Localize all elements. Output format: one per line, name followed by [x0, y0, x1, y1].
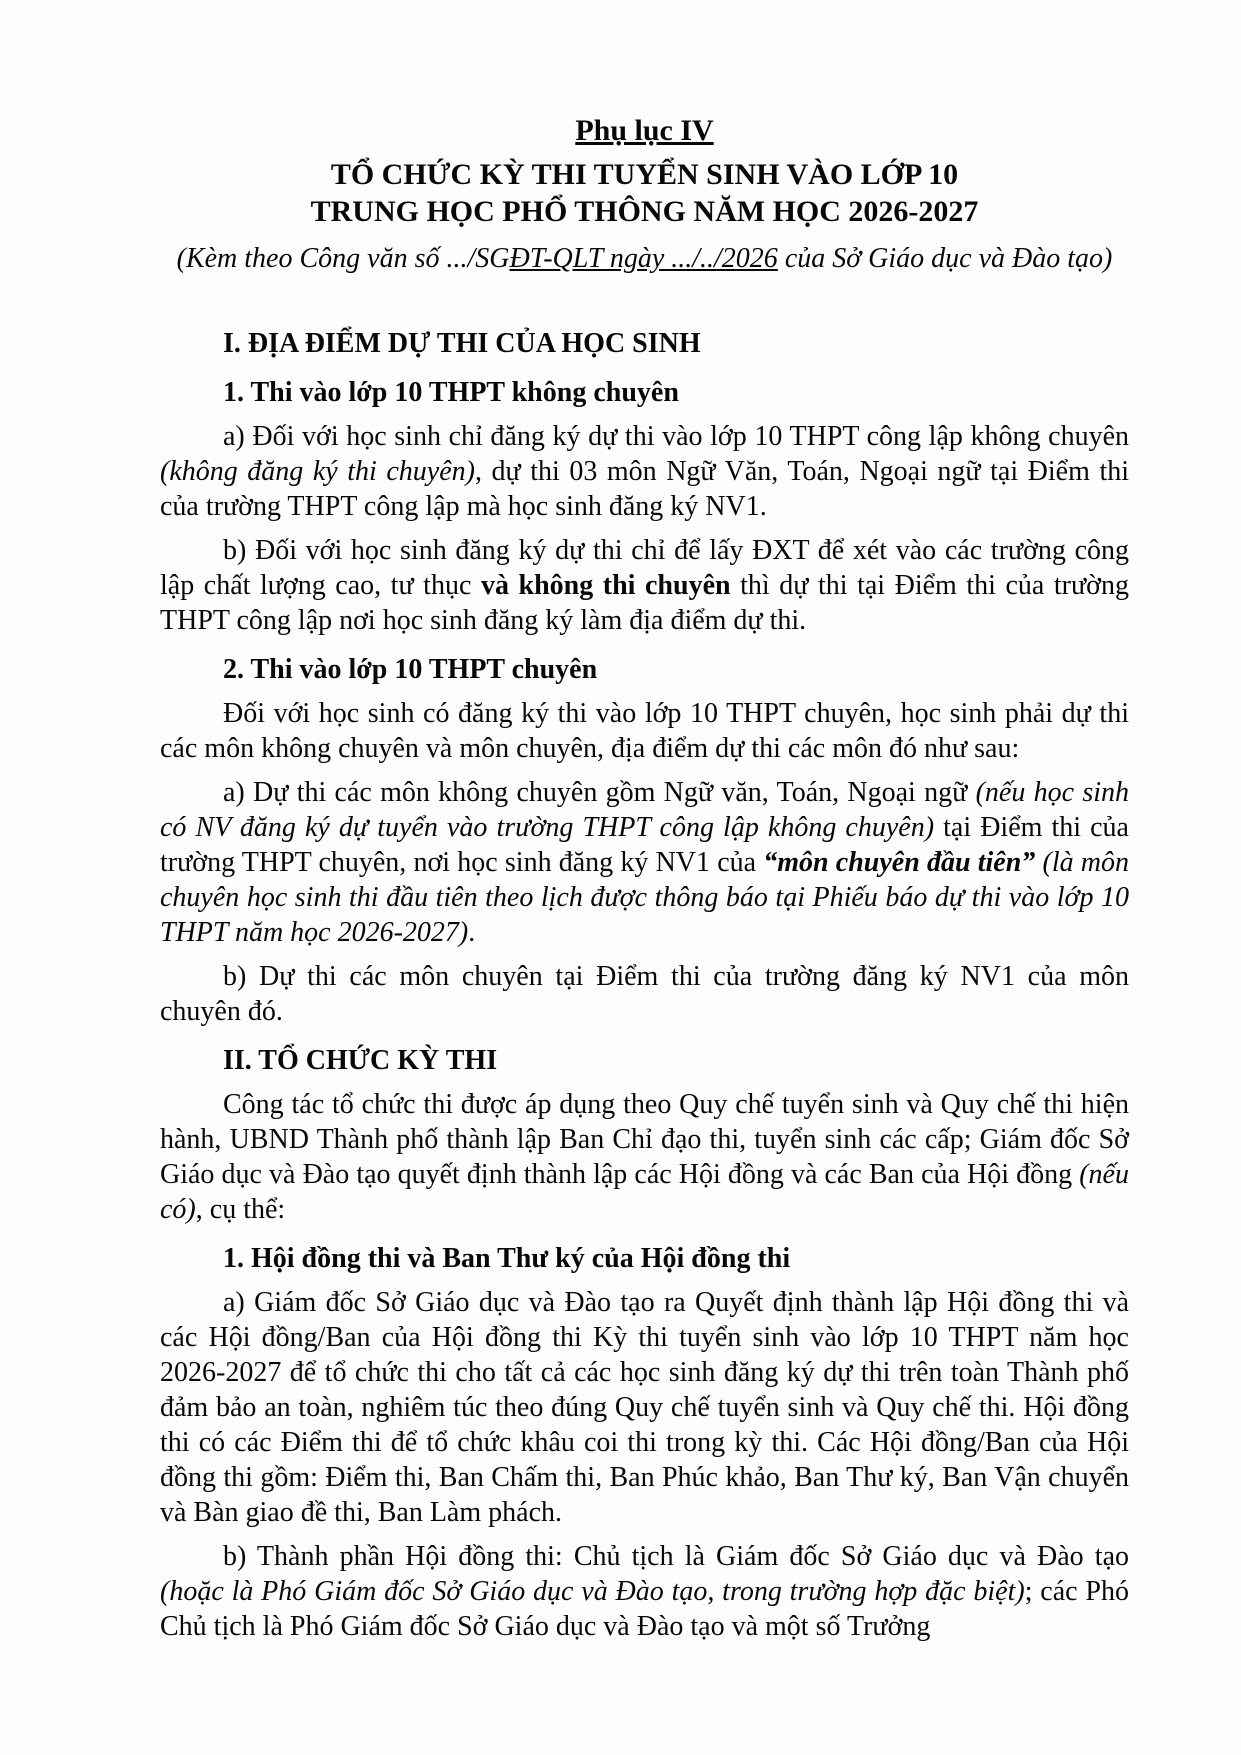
text-run: a) Giám đốc Sở Giáo dục và Đào tạo ra Quyết định thành lập Hội đồng thi và các Hội đồng/Ban của Hội đồng thi Kỳ thi tuyển sinh vào lớp 10 THPT năm học 2026-2027 để tổ chức thi cho tất cả các học sinh đăng ký dự thi trên toàn Thành phố đảm bảo an toàn, nghiêm túc theo đúng Quy chế tuyển sinh và Quy chế thi. Hội đồng thi có các Điểm thi để tổ chức khâu coi thi trong kỳ thi. Các Hội đồng/Ban của Hội đồng thi gồm: Điểm thi, Ban Chấm thi, Ban Phúc khảo, Ban Thư ký, Ban Vận chuyển và Bàn giao đề thi, Ban Làm phách.	[160, 1287, 1129, 1528]
text-run: (là môn chuyên học sinh thi đầu tiên theo lịch được thông báo tại Phiếu báo dự thi vào lớp 10 THPT năm học 2026-2027)	[160, 847, 1130, 948]
section-i-sub-2-intro-paragraph	[160, 696, 1129, 766]
text-run	[1035, 847, 1042, 878]
section-ii-sub-1-paragraph-b	[160, 1539, 1129, 1644]
text-run: (hoặc là Phó Giám đốc Sở Giáo dục và Đào tạo, trong trường hợp đặc biệt)	[160, 1576, 1025, 1607]
text-run: tại Điểm thi của trường THPT chuyên, nơi học sinh đăng ký NV1 của	[160, 812, 1129, 878]
section-i-sub-2-paragraph-b	[160, 959, 1129, 1029]
text-run: (nếu có)	[160, 1159, 1129, 1225]
text-run: (nếu học sinh có NV đăng ký dự tuyển vào trường THPT công lập không chuyên)	[160, 777, 1129, 843]
document-title-line-2: TRUNG HỌC PHỔ THÔNG NĂM HỌC 2026-2027	[310, 195, 979, 228]
text-run: Đối với học sinh có đăng ký thi vào lớp 10 THPT chuyên, học sinh phải dự thi các môn không chuyên và môn chuyên, địa điểm dự thi các môn đó như sau:	[160, 698, 1129, 764]
text-run: .	[468, 917, 476, 948]
text-run: (không đăng ký thi chuyên)	[160, 456, 475, 487]
appendix-label: Phụ lục IV	[575, 114, 714, 147]
text-run: a) Đối với học sinh chỉ đăng ký dự thi vào lớp 10 THPT công lập không chuyên	[223, 421, 1129, 452]
text-run: b) Thành phần Hội đồng thi: Chủ tịch là Giám đốc Sở Giáo dục và Đào tạo	[223, 1541, 1129, 1572]
text-run: b) Đối với học sinh đăng ký dự thi chỉ để lấy ĐXT để xét vào các trường công lập chất lượng cao, tư thục	[160, 535, 1129, 601]
text-run: Công tác tổ chức thi được áp dụng theo Quy chế tuyển sinh và Quy chế thi hiện hành, UBND Thành phố thành lập Ban Chỉ đạo thi, tuyển sinh các cấp; Giám đốc Sở Giáo dục và Đào tạo quyết định thành lập các Hội đồng và các Ban của Hội đồng	[160, 1089, 1129, 1190]
text-run: (Kèm theo Công văn số .../SG	[176, 243, 510, 274]
section-i-sub-2-heading: 2. Thi vào lớp 10 THPT chuyên	[223, 654, 598, 685]
text-run: ĐT-QLT ngày .../../2026	[509, 243, 778, 274]
section-i-heading: I. ĐỊA ĐIỂM DỰ THI CỦA HỌC SINH	[223, 328, 701, 359]
section-ii-intro-paragraph	[160, 1087, 1129, 1227]
text-run: , dự thi 03 môn Ngữ Văn, Toán, Ngoại ngữ tại Điểm thi của trường THPT công lập mà học sinh đăng ký NV1.	[160, 456, 1129, 522]
section-i-sub-2-paragraph-a	[160, 775, 1129, 950]
text-run: , cụ thể:	[195, 1194, 286, 1225]
text-run: ; các Phó Chủ tịch là Phó Giám đốc Sở Giáo dục và Đào tạo và một số Trưởng	[160, 1576, 1129, 1642]
section-i-sub-1-paragraph-b	[160, 533, 1129, 638]
section-i-sub-1-paragraph-a	[160, 419, 1129, 524]
section-ii-heading: II. TỔ CHỨC KỲ THI	[223, 1045, 498, 1076]
text-run: và không thi chuyên	[480, 570, 731, 601]
document-subtitle	[160, 242, 1129, 276]
text-run: b) Dự thi các môn chuyên tại Điểm thi của trường đăng ký NV1 của môn chuyên đó.	[160, 961, 1129, 1027]
section-ii-sub-1-paragraph-a	[160, 1285, 1129, 1530]
section-ii-sub-1-heading: 1. Hội đồng thi và Ban Thư ký của Hội đồng thi	[223, 1243, 791, 1274]
text-run: thì dự thi tại Điểm thi của trường THPT công lập nơi học sinh đăng ký làm địa điểm dự thi.	[160, 570, 1129, 636]
text-run: “môn chuyên đầu tiên”	[763, 847, 1036, 878]
text-run: a) Dự thi các môn không chuyên gồm Ngữ văn, Toán, Ngoại ngữ	[223, 777, 976, 808]
document-header	[160, 114, 1129, 276]
document-body	[160, 326, 1129, 1644]
text-run: của Sở Giáo dục và Đào tạo)	[777, 243, 1113, 274]
section-i-sub-1-heading: 1. Thi vào lớp 10 THPT không chuyên	[223, 377, 679, 408]
document-title-line-1: TỔ CHỨC KỲ THI TUYỂN SINH VÀO LỚP 10	[330, 158, 959, 191]
